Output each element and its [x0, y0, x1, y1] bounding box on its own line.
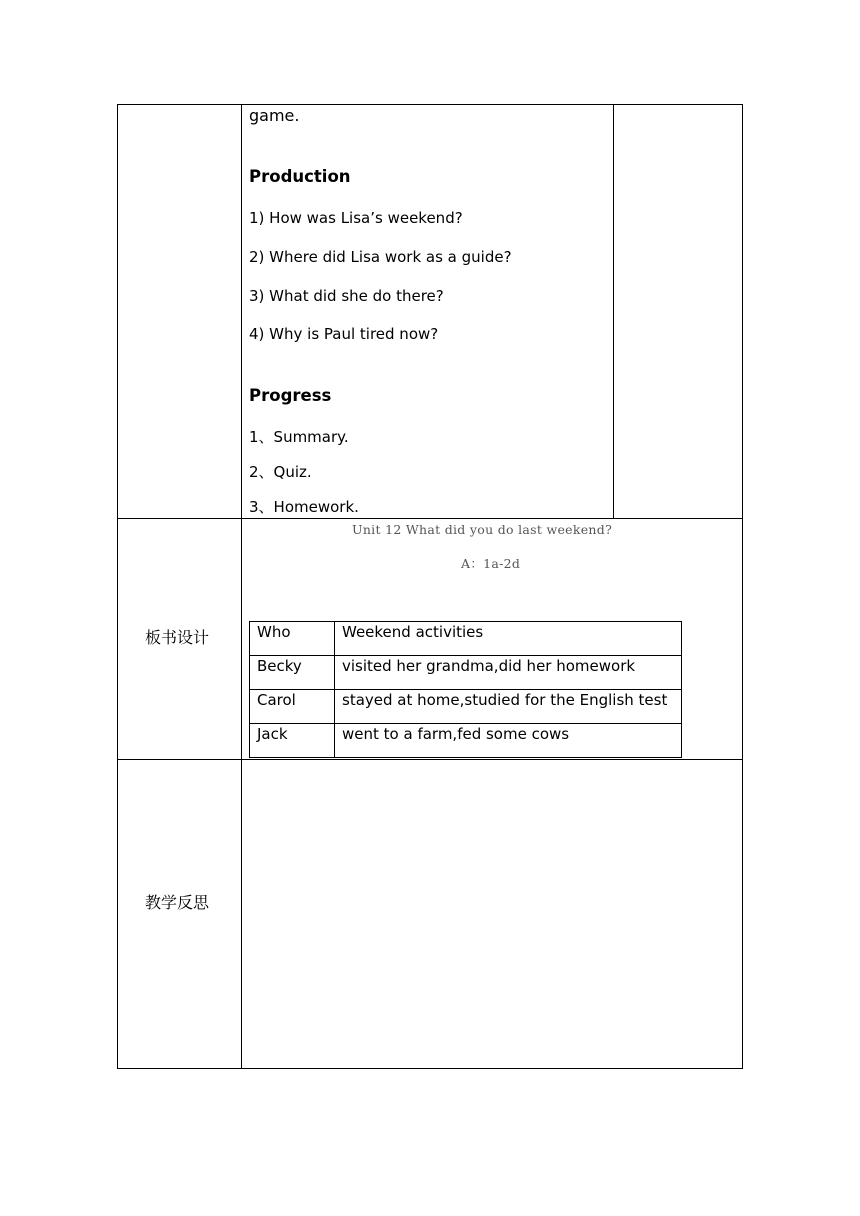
progress-item: 3、Homework. — [249, 498, 359, 516]
inner-border — [249, 621, 250, 758]
table-border-top — [117, 104, 743, 105]
table-border-col2 — [613, 104, 614, 518]
production-heading: Production — [249, 167, 351, 186]
table-border-left — [117, 104, 118, 1069]
production-question: 4) Why is Paul tired now? — [249, 325, 439, 343]
inner-border — [334, 621, 335, 758]
production-question: 2) Where did Lisa work as a guide? — [249, 248, 512, 266]
blackboard-title: Unit 12 What did you do last weekend? — [352, 522, 613, 537]
reflection-label: 教学反思 — [145, 893, 210, 912]
progress-item: 1、Summary. — [249, 428, 349, 446]
table-border-right — [742, 104, 743, 1069]
table-header-who: Who — [257, 623, 291, 641]
blackboard-label: 板书设计 — [145, 628, 210, 647]
table-border-row1 — [117, 518, 743, 519]
table-cell-who: Becky — [257, 657, 302, 675]
continued-text: game. — [249, 106, 300, 125]
table-header-activities: Weekend activities — [342, 623, 484, 641]
table-border-bottom — [117, 1068, 743, 1069]
table-cell-activities: visited her grandma,did her homework — [342, 657, 636, 675]
production-question: 1) How was Lisa’s weekend? — [249, 209, 463, 227]
table-cell-activities: went to a farm,fed some cows — [342, 725, 570, 743]
blackboard-subtitle: A：1a-2d — [461, 556, 521, 571]
table-cell-who: Carol — [257, 691, 296, 709]
progress-heading: Progress — [249, 386, 332, 405]
table-cell-activities: stayed at home,studied for the English test — [342, 691, 668, 709]
progress-item: 2、Quiz. — [249, 463, 312, 481]
reflection-content-area — [242, 760, 742, 1068]
table-cell-who: Jack — [257, 725, 288, 743]
inner-border — [249, 757, 682, 758]
inner-border — [681, 621, 682, 758]
production-question: 3) What did she do there? — [249, 287, 444, 305]
